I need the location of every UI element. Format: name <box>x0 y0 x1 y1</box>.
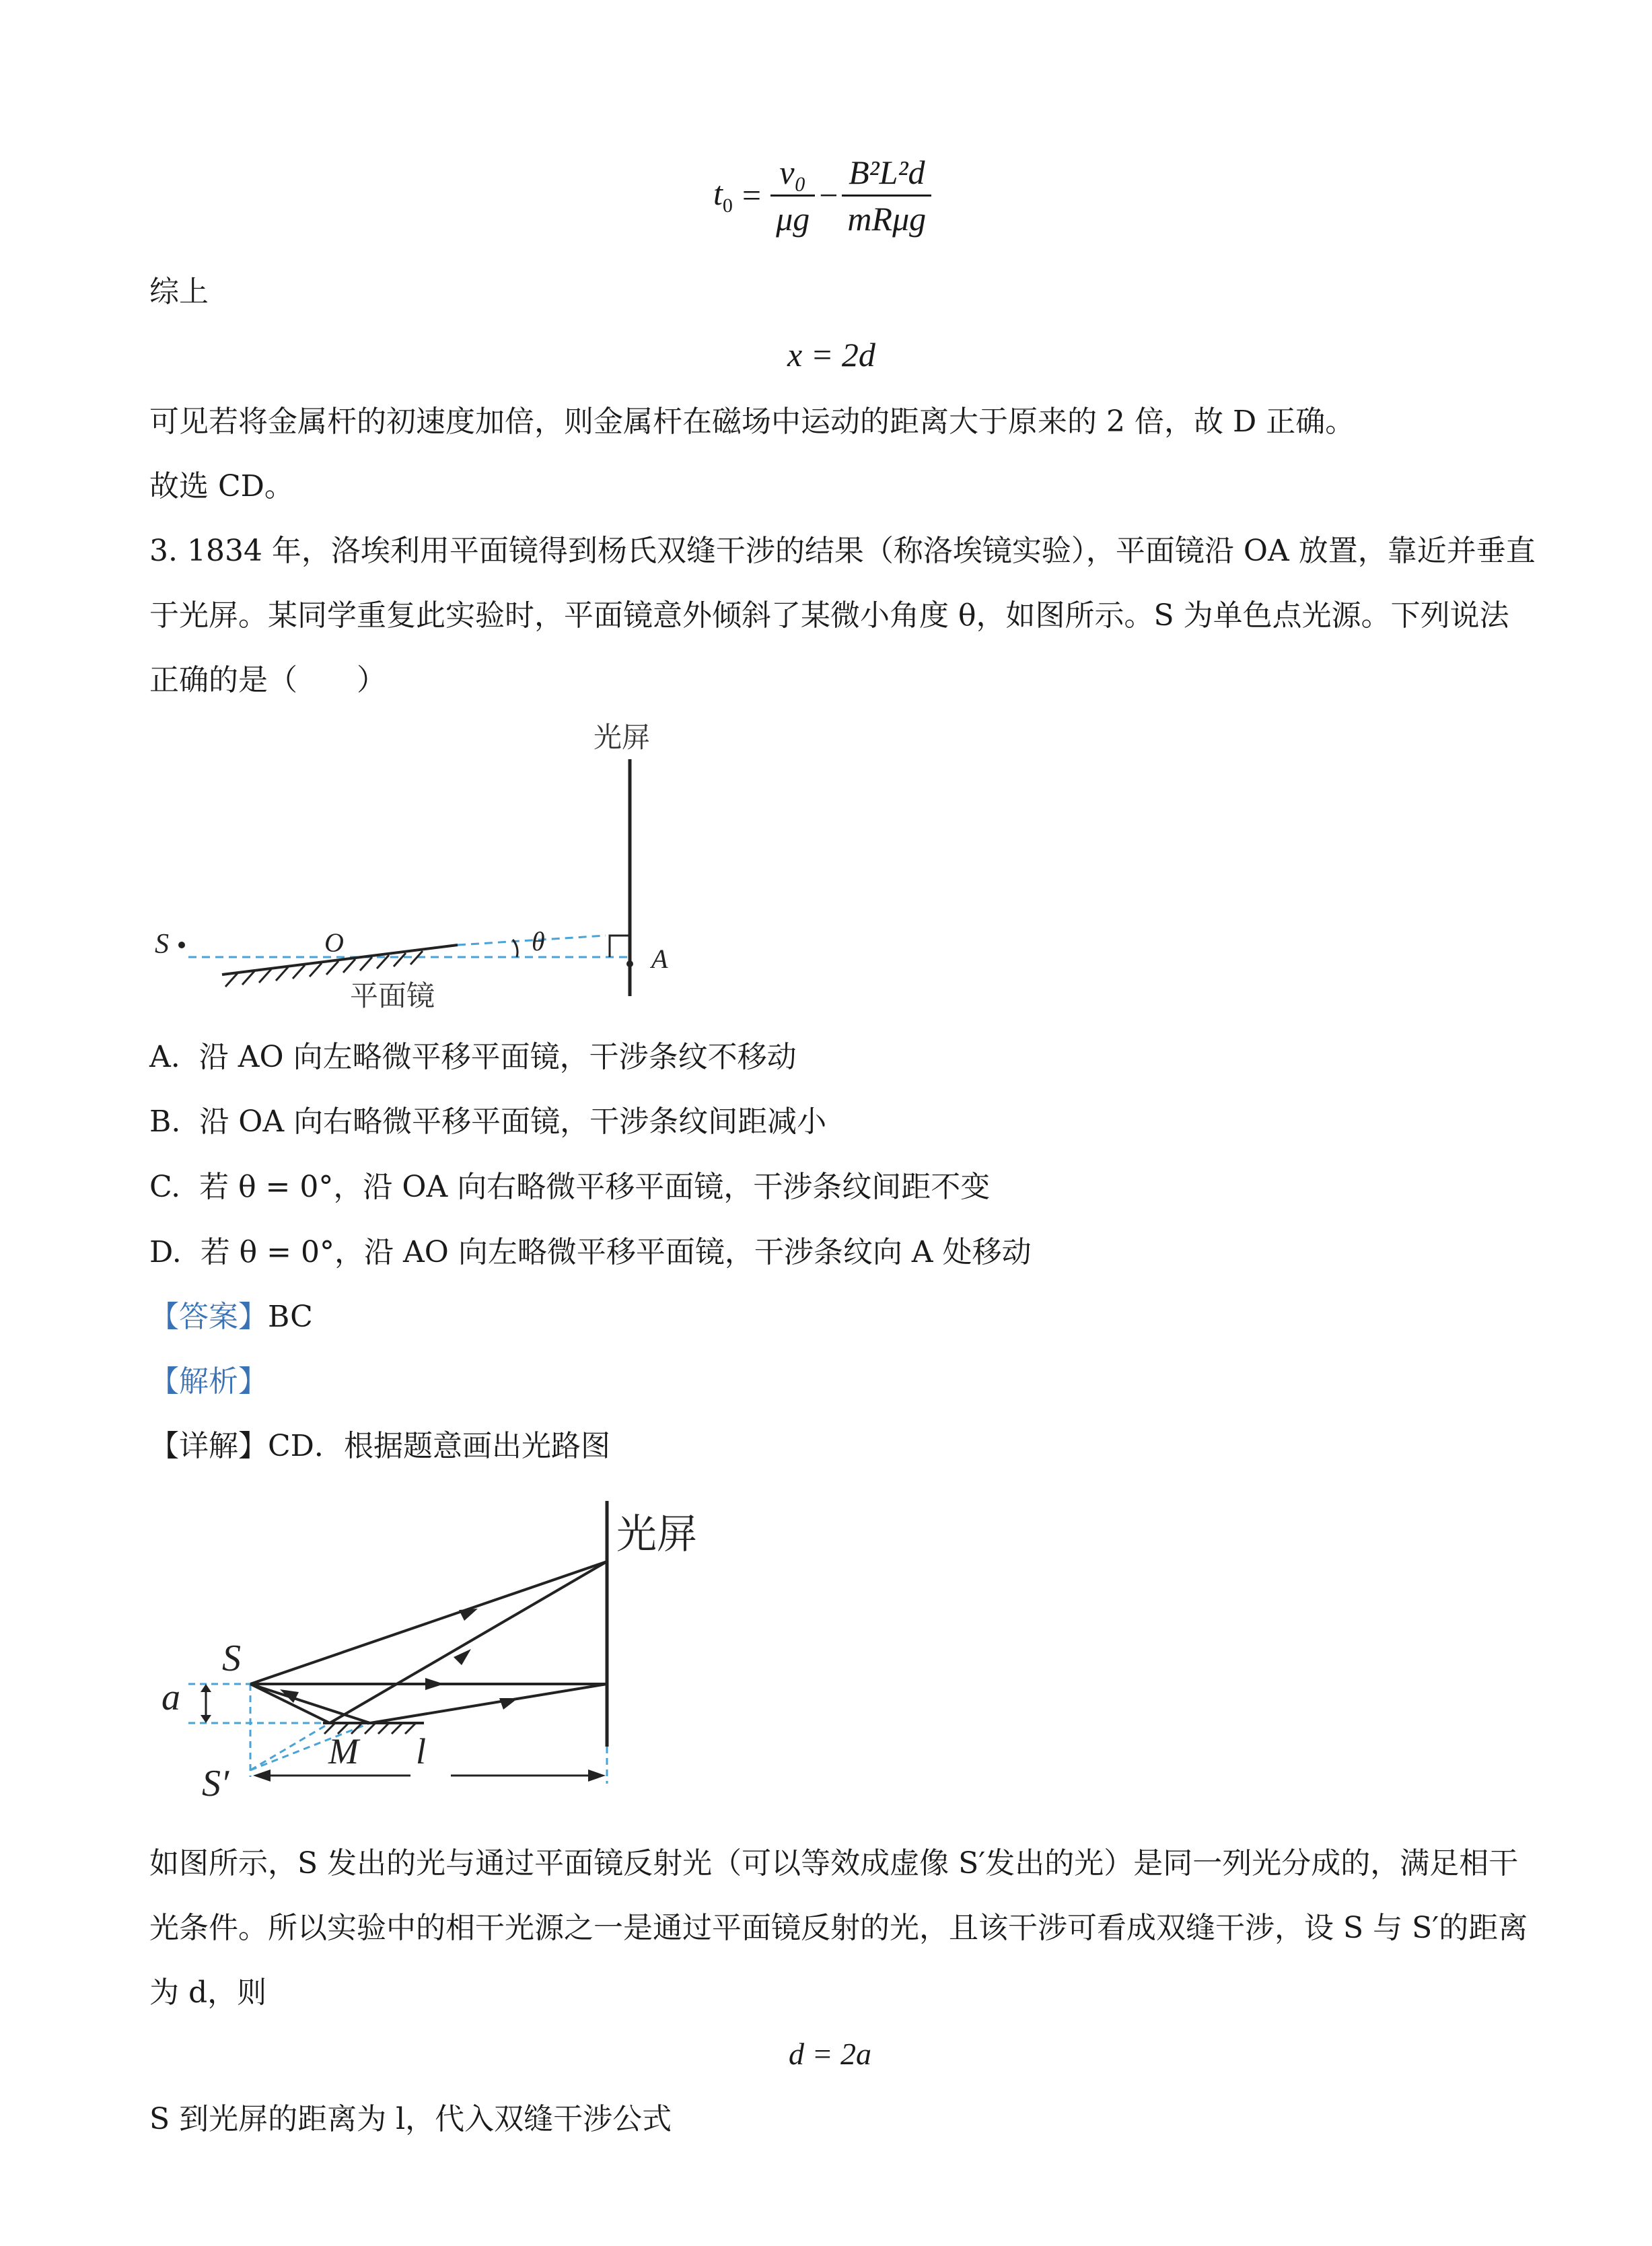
formula-x: x = 2d <box>787 336 875 374</box>
figure2-l-label: l <box>416 1731 427 1771</box>
line-conclusion-d: 可见若将金属杆的初速度加倍，则金属杆在磁场中运动的距离大于原来的 2 倍，故 D 正确。 <box>149 405 1355 439</box>
option-b: B. 沿 OA 向右略微平移平面镜，干涉条纹间距减小 <box>149 1104 827 1139</box>
figure2-arrowhead-1 <box>459 1609 478 1621</box>
fraction-2-denominator: mRμg <box>847 199 927 238</box>
formula-d: d = 2a <box>789 2037 872 2071</box>
para1-line-1: 如图所示，S 发出的光与通过平面镜反射光（可以等效成虚像 S′发出的光）是同一列光分成的，满足相干 <box>149 1846 1519 1881</box>
figure2-s-label: S <box>222 1638 241 1679</box>
option-d: D. 若 θ = 0°，沿 AO 向左略微平移平面镜，干涉条纹向 A 处移动 <box>149 1235 1032 1269</box>
line-choose-cd: 故选 CD。 <box>149 469 294 503</box>
fraction-2 <box>842 153 931 238</box>
figure1-source-label: S <box>155 929 169 960</box>
analysis-tag: 【解析】 <box>149 1364 268 1399</box>
figure1-source-dot <box>178 942 185 948</box>
figure2-ray-to-mirror-2 <box>250 1684 370 1723</box>
fraction-1 <box>770 153 815 238</box>
detail-tag: 【详解】 <box>149 1429 268 1463</box>
figure1-o-label: O <box>324 927 344 958</box>
figure2-a-arrow-bottom <box>201 1715 211 1723</box>
formula-t0-lhs: $t_0$ <box>713 174 733 217</box>
fraction-1-numerator: v₀ <box>770 153 815 197</box>
figure2-screen-label: 光屏 <box>616 1512 697 1557</box>
equals-sign: = <box>742 176 762 214</box>
figure2-a-arrow-top <box>201 1684 211 1692</box>
line-zongshang: 综上 <box>149 275 209 309</box>
minus-sign: − <box>819 176 838 214</box>
fraction-2-numerator: B²L²d <box>842 153 931 197</box>
figure2-m-label: M <box>328 1731 359 1771</box>
detail-line <box>149 1427 610 1466</box>
answer-value: BC <box>268 1300 313 1334</box>
figure1-theta-label: θ <box>532 926 545 956</box>
figure1-a-dot <box>626 960 633 967</box>
line-last: S 到光屏的距离为 l，代入双缝干涉公式 <box>149 2102 672 2136</box>
answer-line <box>149 1298 313 1337</box>
figure2-arrowhead-3 <box>425 1678 444 1690</box>
figure2-a-label: a <box>161 1677 180 1718</box>
question-line-2: 于光屏。某同学重复此实验时，平面镜意外倾斜了某微小角度 θ，如图所示。S 为单色点光源。下列说法 <box>149 598 1509 633</box>
option-c: C. 若 θ = 0°，沿 OA 向右略微平移平面镜，干涉条纹间距不变 <box>149 1170 991 1204</box>
figure1-a-label: A <box>651 944 668 974</box>
detail-text: CD．根据题意画出光路图 <box>268 1429 610 1463</box>
figure2-reflected-ray-2 <box>370 1684 607 1723</box>
figure2-s-prime-label: S′ <box>202 1763 229 1804</box>
figure2-l-arrowhead-right <box>588 1769 606 1782</box>
answer-tag: 【答案】 <box>149 1300 268 1334</box>
question-line-3: 正确的是（ ） <box>149 663 386 697</box>
option-a: A. 沿 AO 向左略微平移平面镜，干涉条纹不移动 <box>149 1040 797 1074</box>
figure1-right-angle <box>610 936 630 957</box>
figure2-ray-to-mirror-1 <box>250 1684 330 1723</box>
figure1-mirror-label: 平面镜 <box>350 981 435 1012</box>
figure2-arrowhead-4 <box>499 1698 518 1710</box>
figure-light-path <box>155 1487 727 1804</box>
figure2-image-ray-1 <box>250 1723 330 1770</box>
fraction-1-denominator: μg <box>776 199 810 238</box>
figure1-screen-label: 光屏 <box>594 723 651 754</box>
formula-t0 <box>713 151 931 239</box>
question-line-1: 3. 1834 年，洛埃利用平面镜得到杨氏双缝干涉的结果（称洛埃镜实验），平面镜沿 OA 放置，靠近并垂直 <box>149 534 1536 568</box>
para1-line-2: 光条件。所以实验中的相干光源之一是通过平面镜反射的光，且该干涉可看成双缝干涉，设 S 与 S′的距离 <box>149 1911 1528 1945</box>
para1-line-3: 为 d，则 <box>149 1975 267 2010</box>
figure-lloyd-mirror <box>148 720 700 1023</box>
figure2-arrowhead-2 <box>454 1649 471 1665</box>
figure2-l-arrowhead-left <box>253 1769 271 1782</box>
